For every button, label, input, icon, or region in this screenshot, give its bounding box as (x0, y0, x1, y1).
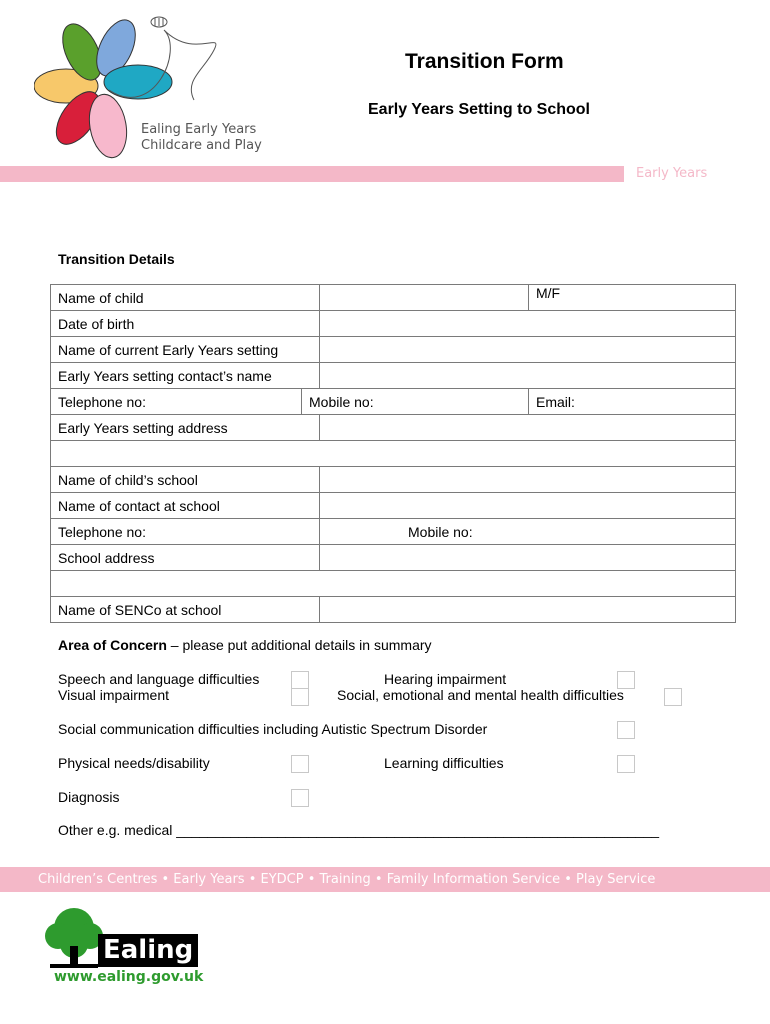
field-school-contact[interactable] (320, 493, 736, 519)
checkbox-physical[interactable] (291, 755, 309, 773)
field-other[interactable]: ______________________________________________________________ (176, 822, 660, 838)
early-years-tag: Early Years (636, 166, 708, 181)
checkbox-diagnosis[interactable] (291, 789, 309, 807)
checkbox-visual[interactable] (291, 688, 309, 706)
label-social-emotional: Social, emotional and mental health difficulties (337, 687, 624, 703)
label-childs-school: Name of child’s school (51, 467, 320, 493)
table-row (51, 441, 736, 467)
field-setting-address-continued[interactable] (51, 441, 736, 467)
table-row (51, 337, 736, 363)
label-hearing: Hearing impairment (384, 671, 507, 687)
label-mf: M/F (536, 285, 561, 301)
logo-text-line1: Ealing Early Years (141, 122, 257, 137)
field-school-address-continued[interactable] (51, 571, 736, 597)
label-email: Email: (536, 393, 575, 410)
field-date-of-birth[interactable] (320, 311, 736, 337)
label-learning: Learning difficulties (384, 755, 504, 771)
area-of-concern-title: Area of Concern (58, 637, 167, 653)
checkbox-learning[interactable] (617, 755, 635, 773)
label-school-mobile: Mobile no: (408, 523, 473, 540)
header-band (0, 166, 624, 182)
footer-services: Children’s Centres • Early Years • EYDCP • Training • Family Information Service • Play Service (38, 872, 656, 887)
label-school-telephone: Telephone no: (51, 519, 320, 545)
tree-icon (44, 906, 104, 970)
label-name-of-child: Name of child (51, 285, 320, 311)
field-current-setting[interactable] (320, 337, 736, 363)
transition-details-table (50, 284, 736, 623)
form-title: Transition Form (405, 50, 564, 73)
label-other: Other e.g. medical (58, 822, 177, 838)
table-row (51, 311, 736, 337)
table-row (51, 493, 736, 519)
checkbox-social-communication[interactable] (617, 721, 635, 739)
table-row (51, 545, 736, 571)
label-mobile: Mobile no: (309, 393, 374, 410)
table-row (51, 519, 736, 545)
area-of-concern-note: – please put additional details in summary (166, 637, 432, 653)
label-physical: Physical needs/disability (58, 755, 210, 771)
transition-details-heading: Transition Details (58, 251, 175, 267)
table-row (51, 597, 736, 623)
field-school-address[interactable] (320, 545, 736, 571)
field-setting-contact[interactable] (320, 363, 736, 389)
checkbox-speech[interactable] (291, 671, 309, 689)
table-row (51, 415, 736, 441)
label-senco: Name of SENCo at school (51, 597, 320, 623)
field-setting-email[interactable] (529, 389, 736, 415)
label-speech: Speech and language difficulties (58, 671, 260, 687)
table-row (51, 389, 736, 415)
label-setting-contact: Early Years setting contact’s name (51, 363, 320, 389)
logo-text-line2: Childcare and Play (141, 138, 262, 153)
table-row (51, 571, 736, 597)
field-senco[interactable] (320, 597, 736, 623)
label-school-contact: Name of contact at school (51, 493, 320, 519)
label-setting-address: Early Years setting address (51, 415, 320, 441)
field-setting-telephone[interactable] (51, 389, 302, 415)
form-subtitle: Early Years Setting to School (368, 101, 590, 118)
field-name-of-child[interactable] (320, 285, 529, 311)
label-telephone: Telephone no: (58, 393, 146, 410)
other-medical-row (58, 822, 659, 838)
label-visual: Visual impairment (58, 687, 170, 703)
area-of-concern-heading (58, 637, 432, 653)
field-setting-address[interactable] (320, 415, 736, 441)
table-row (51, 467, 736, 493)
table-row (51, 285, 736, 311)
field-mf[interactable] (529, 285, 736, 311)
checkbox-social-emotional[interactable] (664, 688, 682, 706)
ealing-brand: Ealing (98, 934, 198, 967)
label-school-address: School address (51, 545, 320, 571)
table-row (51, 363, 736, 389)
field-setting-mobile[interactable] (302, 389, 529, 415)
label-date-of-birth: Date of birth (51, 311, 320, 337)
label-diagnosis: Diagnosis (58, 789, 120, 805)
field-childs-school[interactable] (320, 467, 736, 493)
label-current-setting: Name of current Early Years setting (51, 337, 320, 363)
field-school-phone[interactable] (320, 519, 736, 545)
ealing-website-link[interactable]: www.ealing.gov.uk (54, 969, 204, 985)
label-social-communication: Social communication difficulties including Autistic Spectrum Disorder (58, 721, 488, 737)
